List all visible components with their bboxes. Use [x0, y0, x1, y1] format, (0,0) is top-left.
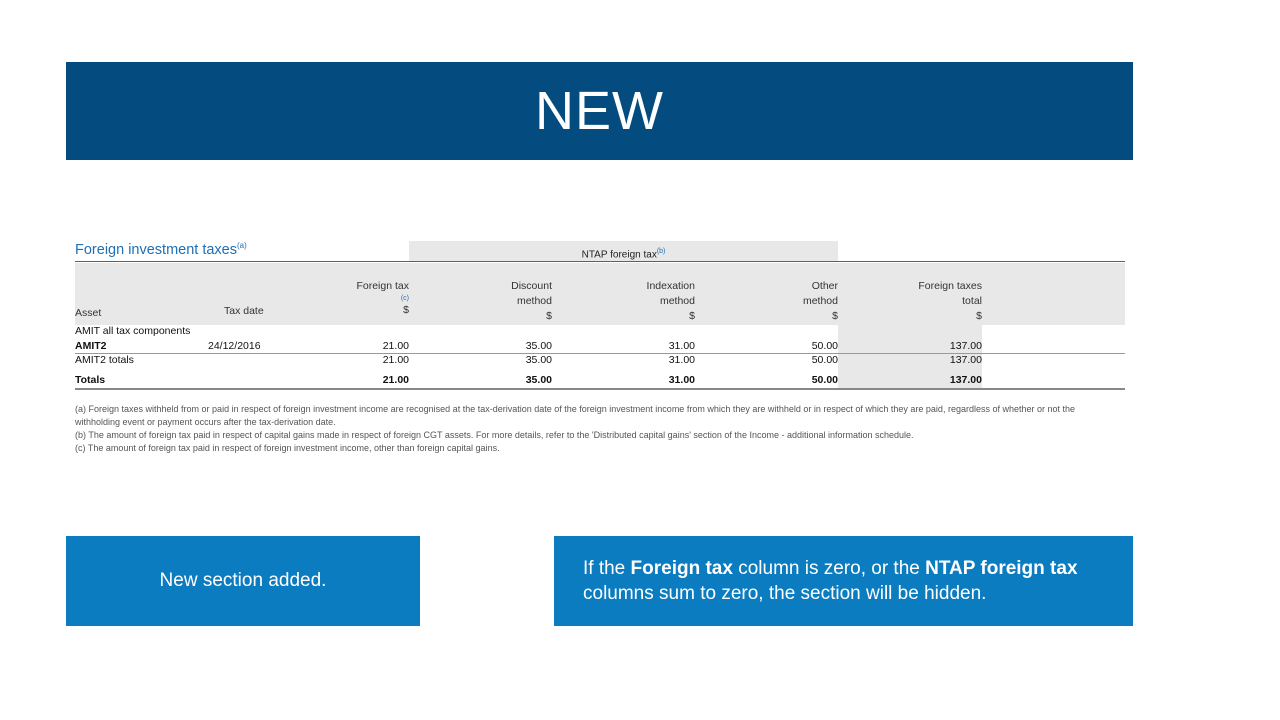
- header-tax-date: Tax date: [224, 305, 264, 317]
- header-other-unit: $: [832, 310, 838, 322]
- new-section-callout: [66, 536, 420, 626]
- header-other: [738, 279, 838, 324]
- callout-text-2: column is zero, or the: [732, 558, 926, 579]
- header-discount-line2: method: [516, 295, 552, 307]
- header-other-line2: method: [802, 295, 838, 307]
- header-foreign-tax: [309, 279, 409, 318]
- header-indexation-line1: Indexation: [646, 280, 695, 292]
- header-total: [862, 279, 982, 324]
- subtotal-asset: AMIT2 totals: [75, 354, 134, 366]
- row-asset: AMIT2: [75, 340, 107, 352]
- header-discount-unit: $: [546, 310, 552, 322]
- totals-foreign-tax: 21.00: [382, 374, 409, 386]
- header-foreign-tax-note: (c): [400, 295, 409, 302]
- header-total-line2: total: [962, 295, 982, 307]
- row-foreign-tax: 21.00: [382, 340, 409, 352]
- section-note-ref: (a): [237, 241, 247, 250]
- title-banner: [66, 62, 1133, 160]
- footnote-a: (a) Foreign taxes withheld from or paid in respect of foreign investment income are recognised at the tax-derivation date of the foreign investment income from which they are withheld or in respect of which they are paid, regardless of whether or not the withholding event or payment occurs after the tax-derivation date.: [75, 404, 1076, 427]
- totals-label: Totals: [75, 374, 106, 386]
- subtotal-total: 137.00: [949, 354, 982, 366]
- row-discount: 35.00: [525, 340, 552, 352]
- callout-text-3: columns sum to zero, the section will be hidden.: [583, 583, 987, 604]
- row-total: 137.00: [949, 340, 982, 352]
- slide-title: NEW: [535, 81, 664, 141]
- ntap-group-header: [409, 241, 838, 261]
- new-section-text: New section added.: [159, 570, 327, 591]
- header-total-unit: $: [976, 310, 982, 322]
- subtotal-discount: 35.00: [525, 354, 552, 366]
- header-foreign-tax-unit: $: [403, 304, 409, 316]
- footnotes: [75, 403, 1115, 455]
- header-discount: [452, 279, 552, 324]
- header-indexation: [595, 279, 695, 324]
- totals-indexation: 31.00: [668, 374, 695, 386]
- hidden-rule-text: [583, 556, 1133, 606]
- hidden-rule-callout: [554, 536, 1133, 626]
- callout-bold-ntap: NTAP foreign tax: [925, 558, 1078, 579]
- header-discount-line1: Discount: [511, 280, 552, 292]
- row-date: 24/12/2016: [208, 340, 261, 352]
- header-indexation-line2: method: [659, 295, 695, 307]
- totals-divider: [75, 388, 1125, 390]
- totals-total: 137.00: [949, 374, 982, 386]
- footnote-b: (b) The amount of foreign tax paid in respect of capital gains made in respect of foreign CGT assets. For more details, refer to the 'Distributed capital gains' section of the Income - additional information schedule.: [75, 430, 914, 440]
- header-indexation-unit: $: [689, 310, 695, 322]
- totals-discount: 35.00: [525, 374, 552, 386]
- tax-report-table: [75, 240, 1125, 400]
- footnote-c: (c) The amount of foreign tax paid in respect of foreign investment income, other than foreign capital gains.: [75, 443, 500, 453]
- header-asset: Asset: [75, 307, 102, 319]
- subtotal-other: 50.00: [811, 354, 838, 366]
- ntap-group-label: NTAP foreign tax: [581, 249, 657, 261]
- totals-other: 50.00: [811, 374, 838, 386]
- callout-text-1: If the: [583, 558, 631, 579]
- header-other-line1: Other: [811, 280, 838, 292]
- title-divider: [75, 261, 1125, 262]
- subtotal-foreign-tax: 21.00: [382, 354, 409, 366]
- group-label: AMIT all tax components: [75, 325, 191, 337]
- header-total-line1: Foreign taxes: [918, 280, 982, 292]
- ntap-note-ref: (b): [656, 248, 666, 255]
- subtotal-indexation: 31.00: [668, 354, 695, 366]
- header-foreign-tax-label: Foreign tax: [356, 280, 409, 292]
- callout-bold-foreign-tax: Foreign tax: [630, 558, 733, 579]
- row-indexation: 31.00: [668, 340, 695, 352]
- row-other: 50.00: [811, 340, 838, 352]
- section-title: [75, 241, 247, 258]
- section-title-text: Foreign investment taxes: [75, 241, 237, 258]
